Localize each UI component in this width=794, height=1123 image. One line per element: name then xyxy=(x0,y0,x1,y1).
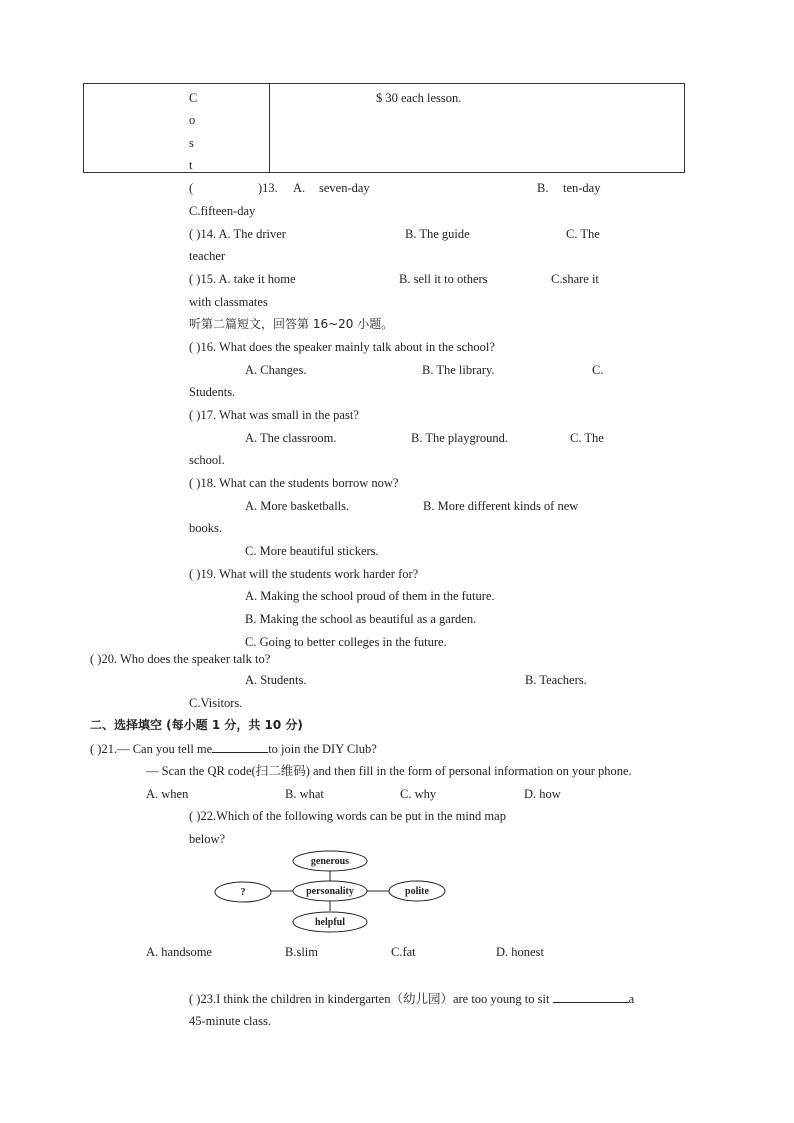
q13-option-b-letter: B. xyxy=(537,181,549,195)
q16-stem: ( )16. What does the speaker mainly talk about in the school? xyxy=(189,340,495,354)
mind-map-label-top: generous xyxy=(310,856,350,867)
mind-map-label-right: polite xyxy=(405,886,429,897)
cost-table xyxy=(83,83,685,173)
q13-number: )13. xyxy=(258,181,278,195)
q17-option-b: B. The playground. xyxy=(411,431,508,445)
q21-stem-after: to join the DIY Club? xyxy=(268,742,377,756)
q13-paren: ( xyxy=(189,181,194,195)
cost-label-letter: C xyxy=(189,91,198,105)
q15-option-c: C.share it xyxy=(551,272,599,286)
q19-stem: ( )19. What will the students work harder for? xyxy=(189,567,419,581)
q21-option-d: D. how xyxy=(524,787,561,801)
mind-map-label-bottom: helpful xyxy=(314,917,346,928)
q21-answer: — Scan the QR code(扫二维码) and then fill in the form of personal information on your phone. xyxy=(146,764,632,778)
q22-continuation: below? xyxy=(189,832,226,846)
q21-option-a: A. when xyxy=(146,787,189,801)
q17-stem: ( )17. What was small in the past? xyxy=(189,408,359,422)
q13-option-a-letter: A. xyxy=(293,181,306,195)
q22-stem: ( )22.Which of the following words can be put in the mind map xyxy=(189,809,506,823)
q23-stem xyxy=(189,990,634,1007)
q18-option-a: A. More basketballs. xyxy=(245,499,350,513)
q15-continuation: with classmates xyxy=(189,295,268,309)
q18-continuation: books. xyxy=(189,521,222,535)
q20-option-c: C.Visitors. xyxy=(189,696,243,710)
q14-continuation: teacher xyxy=(189,249,226,263)
q21-stem xyxy=(90,740,377,757)
q17-option-a: A. The classroom. xyxy=(245,431,337,445)
q17-option-c: C. The xyxy=(570,431,604,445)
cost-label-letter: o xyxy=(189,113,196,127)
q23-stem-after: a xyxy=(628,992,635,1006)
q14-option-b: B. The guide xyxy=(405,227,470,241)
cost-label-letter: s xyxy=(189,136,194,150)
section-note: 听第二篇短文，回答第 16~20 小题。 xyxy=(189,317,394,331)
q17-continuation: school. xyxy=(189,453,225,467)
q23-continuation: 45-minute class. xyxy=(189,1014,271,1028)
q20-option-b: B. Teachers. xyxy=(525,673,587,687)
q22-option-d: D. honest xyxy=(496,945,544,959)
q13-option-b: ten-day xyxy=(563,181,601,195)
mind-map-label-left: ? xyxy=(240,887,246,898)
q22-option-b: B.slim xyxy=(285,945,318,959)
q19-option-b: B. Making the school as beautiful as a garden. xyxy=(245,612,477,626)
answer-blank xyxy=(553,990,629,1003)
table-divider xyxy=(269,84,270,172)
q13-option-c: C.fifteen-day xyxy=(189,204,256,218)
q18-option-c: C. More beautiful stickers. xyxy=(245,544,379,558)
q16-option-b: B. The library. xyxy=(422,363,495,377)
q23-stem-text: ( )23.I think the children in kindergarten（幼儿园）are too young to sit xyxy=(189,992,550,1006)
q16-option-c: C. xyxy=(592,363,604,377)
q14-option-c: C. The xyxy=(566,227,600,241)
q21-option-c: C. why xyxy=(400,787,437,801)
q14-stem: ( )14. A. The driver xyxy=(189,227,286,241)
q13-option-a: seven-day xyxy=(319,181,370,195)
q22-option-a: A. handsome xyxy=(146,945,212,959)
answer-blank xyxy=(212,740,268,753)
q19-option-c: C. Going to better colleges in the future. xyxy=(245,635,447,649)
cost-value: $ 30 each lesson. xyxy=(376,91,462,105)
mind-map-label-center: personality xyxy=(306,886,354,897)
section2-title: 二、选择填空 (每小题 1 分，共 10 分) xyxy=(90,718,303,732)
q15-option-b: B. sell it to others xyxy=(399,272,488,286)
q18-option-b: B. More different kinds of new xyxy=(423,499,579,513)
q15-stem: ( )15. A. take it home xyxy=(189,272,296,286)
q20-stem: ( )20. Who does the speaker talk to? xyxy=(90,652,271,666)
q19-option-a: A. Making the school proud of them in the future. xyxy=(245,589,495,603)
mind-map xyxy=(205,847,455,935)
q18-stem: ( )18. What can the students borrow now? xyxy=(189,476,399,490)
q20-option-a: A. Students. xyxy=(245,673,307,687)
q22-option-c: C.fat xyxy=(391,945,416,959)
q21-stem-before: ( )21.— Can you tell me xyxy=(90,742,213,756)
cost-label-letter: t xyxy=(189,158,193,172)
q21-option-b: B. what xyxy=(285,787,324,801)
q16-continuation: Students. xyxy=(189,385,236,399)
q16-option-a: A. Changes. xyxy=(245,363,307,377)
